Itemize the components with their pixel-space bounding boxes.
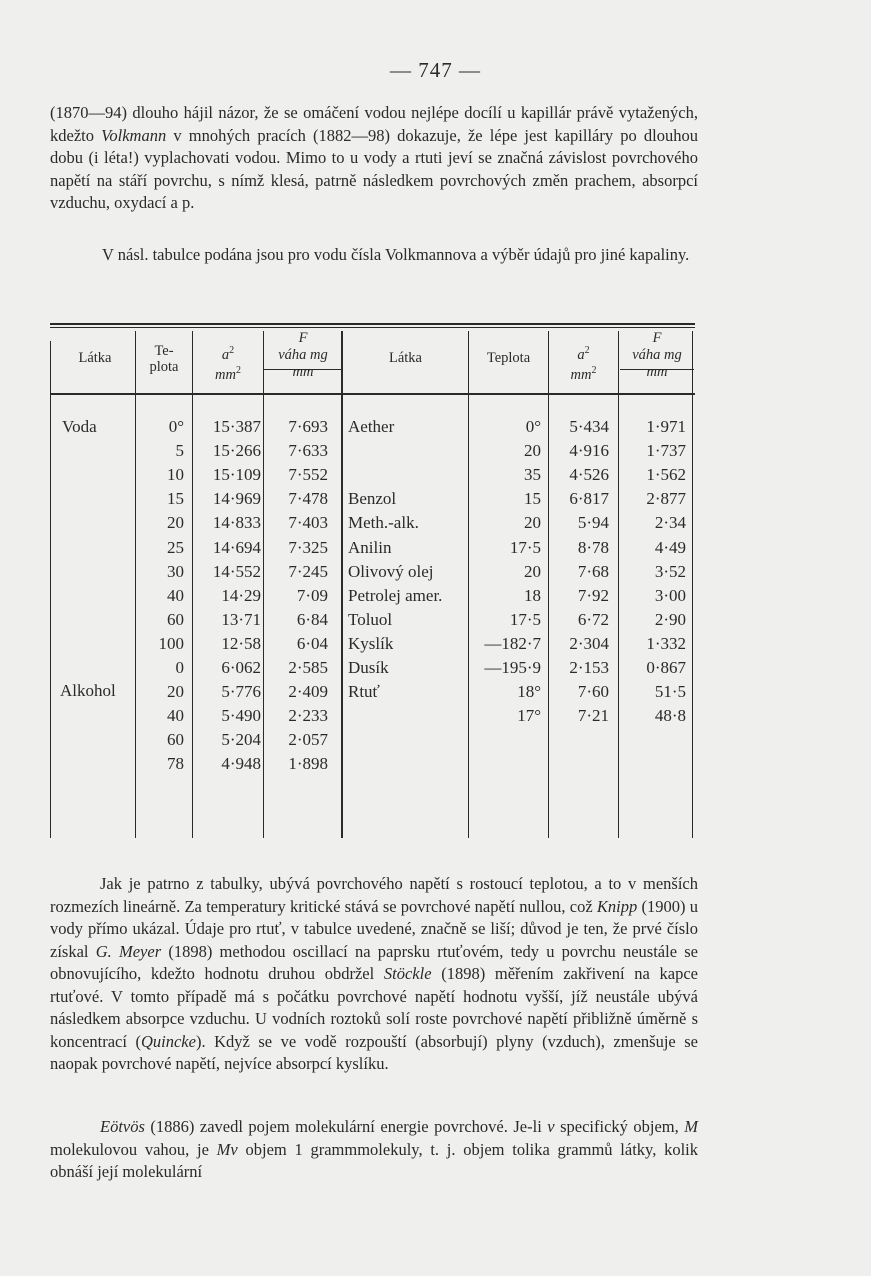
text: mm <box>292 364 314 380</box>
text: F <box>298 330 308 346</box>
right-cell-a2: 6·817 <box>569 489 609 509</box>
right-cell-a2: 4·916 <box>569 441 609 461</box>
left-cell-a2: 14·29 <box>221 585 261 605</box>
left-cell-f: 7·633 <box>288 441 328 461</box>
right-cell-name: Anilin <box>348 537 392 557</box>
right-cell-a2: 7·68 <box>577 561 609 581</box>
left-cell-t: 100 <box>158 633 184 653</box>
right-cell-f: 2·90 <box>654 609 686 629</box>
right-cell-a2: 2·304 <box>569 633 609 653</box>
right-cell-a2: 5·94 <box>577 513 609 533</box>
author-name: Knipp <box>596 896 638 916</box>
right-cell-a2: 7·92 <box>577 585 609 605</box>
col-rule <box>618 331 619 838</box>
data-table <box>50 323 695 838</box>
text: a <box>221 346 230 363</box>
paragraph-3 <box>50 873 698 1076</box>
right-cell-t: 35 <box>524 465 541 485</box>
left-cell-t: 0° <box>168 417 184 436</box>
right-cell-name: Kyslík <box>348 633 394 653</box>
text: molekulovou vahou, je <box>50 1139 217 1159</box>
page-number: — 747 — <box>390 58 481 82</box>
text: specifický objem, <box>554 1117 685 1136</box>
right-cell-t: 0° <box>525 417 541 436</box>
text: plota <box>149 359 179 375</box>
left-cell-f: 7·245 <box>288 561 328 581</box>
left-cell-t: 0 <box>175 658 184 677</box>
col-rule <box>692 331 693 838</box>
text: 2 <box>584 345 590 356</box>
left-cell-f: 7·403 <box>288 513 328 533</box>
left-cell-f: 2·057 <box>288 730 328 750</box>
text: 2 <box>229 345 235 356</box>
right-cell-f: 2·877 <box>646 489 686 509</box>
right-cell-t: 20 <box>524 513 541 533</box>
text: (1900) u vody přímo ukázal. Údaje pro rtuť, v tabulce uvedené, značně se liší; důvod je ten, že prvé číslo získal <box>50 896 698 961</box>
text: mm <box>646 364 668 380</box>
table-top-rule-2 <box>50 327 695 328</box>
author-name: G. Meyer <box>95 941 162 961</box>
text: objem 1 grammmolekuly, t. j. objem tolika grammů látky, kolik obnáší její molekulární <box>50 1139 698 1181</box>
author-name: Volkmann <box>101 125 167 145</box>
right-cell-f: 51·5 <box>654 682 686 702</box>
right-cell-name: Petrolej amer. <box>348 585 443 605</box>
paragraph-4 <box>50 1116 698 1184</box>
right-cell-name: Dusík <box>348 658 389 677</box>
left-cell-t: 15 <box>167 489 184 509</box>
left-cell-f: 2·409 <box>288 682 328 702</box>
substance-label: Voda <box>62 417 97 436</box>
left-cell-f: 6·84 <box>296 609 328 629</box>
left-cell-t: 25 <box>167 537 184 557</box>
right-cell-a2: 6·72 <box>577 609 609 629</box>
right-cell-t: 20 <box>524 441 541 461</box>
left-cell-t: 78 <box>167 754 184 774</box>
right-cell-t: 15 <box>524 489 541 509</box>
header-f-right <box>620 330 694 381</box>
left-cell-a2: 15·387 <box>212 417 261 436</box>
left-cell-a2: 5·776 <box>221 682 261 702</box>
right-cell-t: 17·5 <box>509 537 541 557</box>
text: ). Když se ve vodě rozpouští (absorbují) plyny (vzduch), zmenšuje se naopak povrchové napětí, nejvíce absorpcí kyslíku. <box>50 1031 698 1073</box>
right-cell-name: Rtuť <box>348 682 380 702</box>
text: v mnohých pracích (1882—98) dokazuje, že lépe jest kapilláry po dlouhou dobu (i léta!) vyplachovati vodou. Mimo to u vody a rtuti jeví se značná závislost povrchového napětí na stáří povrchu, s nímž klesá, patrně následkem povrchových změn prachem, absorpcí vzduchu, oxydací a p. <box>50 125 698 212</box>
text: 2 <box>591 364 597 376</box>
right-cell-name: Aether <box>348 417 395 436</box>
text: (1870—94) dlouho hájil názor, že se omáčení vodou nejlépe docílí u kapillár právě vytažených, kdežto <box>50 103 698 145</box>
substance-label: Alkohol <box>60 681 116 700</box>
text: Jak je patrno z tabulky, ubývá povrchového napětí s rostoucí teplotou, a to v menších rozmezích lineárně. Za temperatury kritické stává se povrchové napětí nullou, což <box>50 874 698 916</box>
right-cell-a2: 7·60 <box>577 682 609 702</box>
left-cell-t: 5 <box>175 441 184 461</box>
text: F <box>652 330 662 346</box>
text: mm <box>570 366 592 383</box>
col-rule-center <box>341 331 343 838</box>
author-name: Stöckle <box>383 964 432 983</box>
right-cell-name: Toluol <box>348 609 393 629</box>
left-cell-a2: 5·490 <box>221 706 261 726</box>
left-cell-f: 7·09 <box>296 585 328 605</box>
text: mm <box>215 366 236 383</box>
right-cell-t: 20 <box>524 561 541 581</box>
right-cell-a2: 8·78 <box>577 537 609 557</box>
text: (1898) měřením zakřivení na kapce rtuťové. V tomto případě má s počátku povrchové napětí hodnotu vyšší, jíž neustále ubývá následkem absorpce vzduchu. U vodních roztoků solí roste povrchové napětí přibližně úměrně s koncentrací ( <box>50 964 698 1051</box>
author-name: Quincke <box>140 1031 196 1051</box>
left-cell-a2: 14·969 <box>212 489 261 509</box>
right-cell-f: 1·737 <box>646 441 686 461</box>
left-cell-t: 10 <box>167 465 184 485</box>
header-teplota-short <box>136 343 192 375</box>
right-cell-f: 2·34 <box>654 513 686 533</box>
right-cell-t: —195·9 <box>484 658 541 677</box>
left-cell-a2: 5·204 <box>221 730 261 750</box>
header-latka: Látka <box>78 350 112 366</box>
table-top-rule <box>50 323 695 325</box>
header-latka-2: Látka <box>388 350 422 366</box>
left-cell-f: 7·693 <box>288 417 328 436</box>
right-cell-t: 18 <box>524 585 541 605</box>
right-cell-t: 17° <box>517 706 541 726</box>
left-cell-f: 6·04 <box>296 633 328 653</box>
left-cell-a2: 6·062 <box>221 658 261 677</box>
right-cell-f: 1·562 <box>646 465 686 485</box>
left-cell-f: 7·325 <box>288 537 328 557</box>
left-cell-t: 40 <box>167 706 184 726</box>
right-cell-f: 3·00 <box>654 585 686 605</box>
right-cell-a2: 2·153 <box>569 658 609 677</box>
left-cell-f: 7·478 <box>288 489 328 509</box>
right-cell-f: 0·867 <box>646 658 686 677</box>
left-cell-a2: 13·71 <box>221 609 261 629</box>
text: Te- <box>154 343 174 359</box>
right-cell-name: Benzol <box>348 489 397 509</box>
left-cell-t: 40 <box>167 585 184 605</box>
left-cell-t: 30 <box>167 561 184 581</box>
right-cell-a2: 5·434 <box>569 417 609 436</box>
right-cell-t: 18° <box>517 682 541 702</box>
text: váha mg <box>278 347 328 363</box>
col-rule <box>50 341 51 838</box>
right-cell-t: 17·5 <box>509 609 541 629</box>
symbol: v <box>547 1117 555 1136</box>
paragraph-2: V násl. tabulce podána jsou pro vodu čísla Volkmannova a výběr údajů pro jiné kapaliny. <box>102 245 690 264</box>
text: a <box>577 346 585 363</box>
header-a2 <box>193 343 263 383</box>
left-cell-a2: 14·694 <box>212 537 261 557</box>
header-bottom-rule <box>50 393 695 395</box>
header-f <box>264 330 342 381</box>
header-teplota: Teplota <box>486 350 531 366</box>
left-cell-f: 7·552 <box>288 465 328 485</box>
right-cell-a2: 4·526 <box>569 465 609 485</box>
left-cell-f: 1·898 <box>288 754 328 774</box>
right-cell-name: Meth.-alk. <box>348 513 419 533</box>
right-cell-f: 1·332 <box>646 633 686 653</box>
right-cell-t: —182·7 <box>484 633 541 653</box>
right-cell-f: 4·49 <box>654 537 686 557</box>
left-cell-t: 60 <box>167 609 184 629</box>
author-name: Eötvös <box>100 1117 145 1136</box>
left-cell-f: 2·585 <box>288 658 328 677</box>
text: váha mg <box>632 347 682 363</box>
left-cell-t: 20 <box>167 682 184 702</box>
right-cell-f: 48·8 <box>654 706 686 726</box>
text: (1898) methodou oscillací na paprsku rtuťovém, tedy u povrchu neustále se obnovujícího, kdežto hodnotu druhou obdržel <box>50 941 698 983</box>
paragraph-1 <box>50 102 698 215</box>
left-cell-t: 20 <box>167 513 184 533</box>
left-cell-a2: 14·833 <box>212 513 261 533</box>
header-a2-right <box>549 343 618 383</box>
left-cell-a2: 15·266 <box>212 441 261 461</box>
right-cell-f: 1·971 <box>646 417 686 436</box>
left-cell-a2: 15·109 <box>212 465 261 485</box>
right-cell-f: 3·52 <box>654 561 686 581</box>
left-cell-a2: 4·948 <box>221 754 261 774</box>
symbol: Mv <box>216 1139 238 1159</box>
left-cell-a2: 14·552 <box>212 561 261 581</box>
left-cell-t: 60 <box>167 730 184 750</box>
text: 2 <box>235 364 241 376</box>
right-cell-a2: 7·21 <box>577 706 609 726</box>
right-cell-name: Olivový olej <box>348 561 434 581</box>
left-cell-f: 2·233 <box>288 706 328 726</box>
left-cell-a2: 12·58 <box>221 633 261 653</box>
text: (1886) zavedl pojem molekulární energie povrchové. Je-li <box>144 1117 548 1136</box>
symbol: M <box>684 1117 698 1136</box>
